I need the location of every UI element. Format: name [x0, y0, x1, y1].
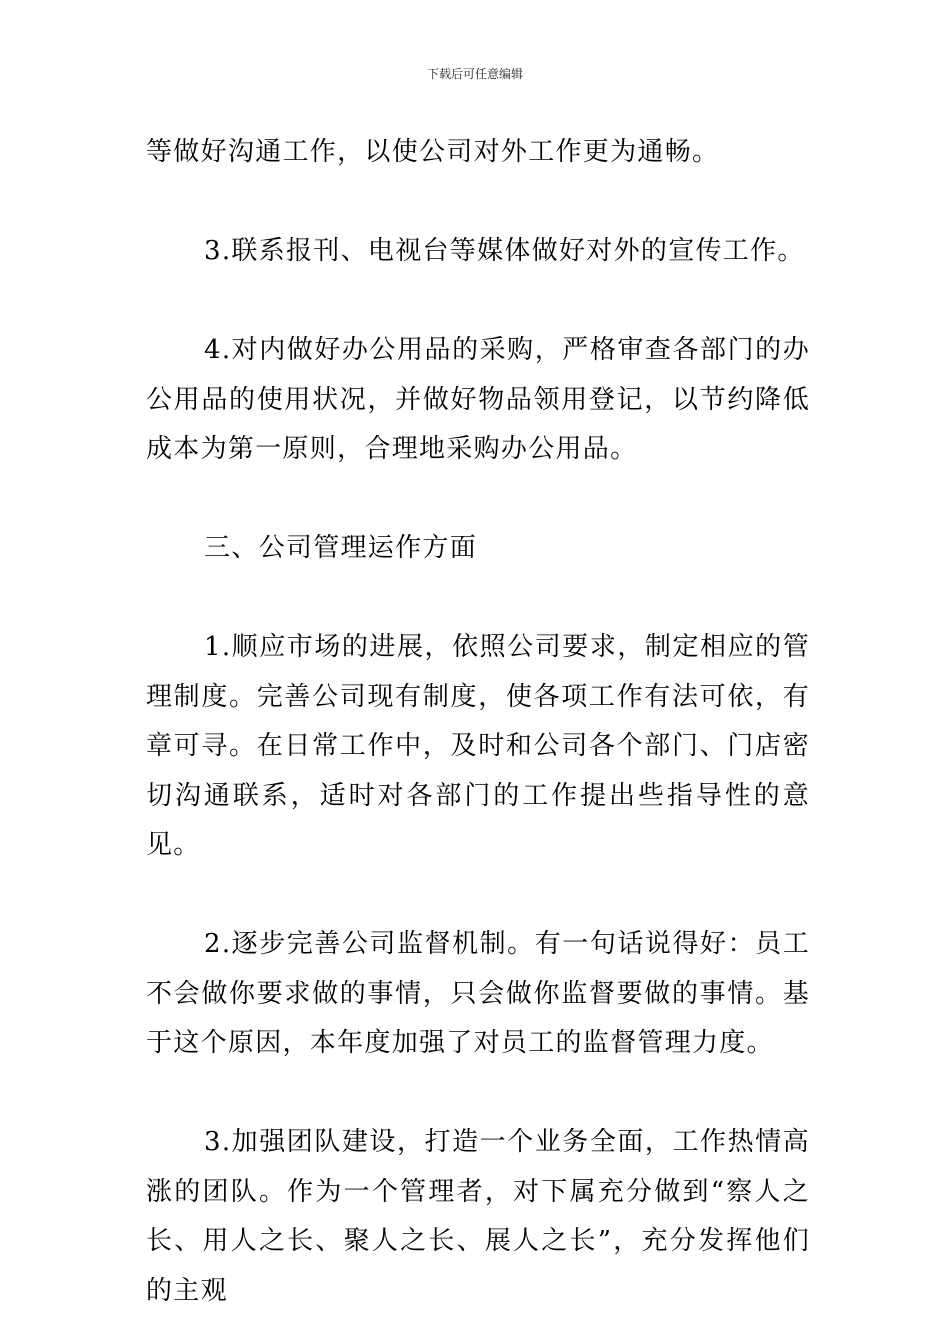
paragraph-item-2-supervision: 2.逐步完善公司监督机制。有一句话说得好：员工不会做你要求做的事情，只会做你监督要做的事情。基于这个原因，本年度加强了对员工的监督管理力度。 [146, 929, 810, 1058]
paragraph-item-1-management-system: 1.顺应市场的进展，依照公司要求，制定相应的管理制度。完善公司现有制度，使各项工作有法可依，有章可寻。在日常工作中，及时和公司各个部门、门店密切沟通联系，适时对各部门的工作提出些指导性的意见。 [146, 632, 810, 860]
document-body [146, 128, 810, 1316]
page-header: 下载后可任意编辑 [426, 67, 523, 81]
paragraph-continuation: 等做好沟通工作，以使公司对外工作更为通畅。 [146, 137, 720, 167]
section-heading: 三、公司管理运作方面 [204, 533, 478, 563]
paragraph-item-3-media: 3.联系报刊、电视台等媒体做好对外的宣传工作。 [204, 236, 805, 266]
paragraph-item-4-office-supplies: 4.对内做好办公用品的采购，严格审查各部门的办公用品的使用状况，并做好物品领用登记，以节约降低成本为第一原则，合理地采购办公用品。 [146, 335, 810, 464]
paragraph-item-3-team-building: 3.加强团队建设，打造一个业务全面，工作热情高涨的团队。作为一个管理者，对下属充分做到“察人之长、用人之长、聚人之长、展人之长”，充分发挥他们的主观 [146, 1127, 810, 1306]
